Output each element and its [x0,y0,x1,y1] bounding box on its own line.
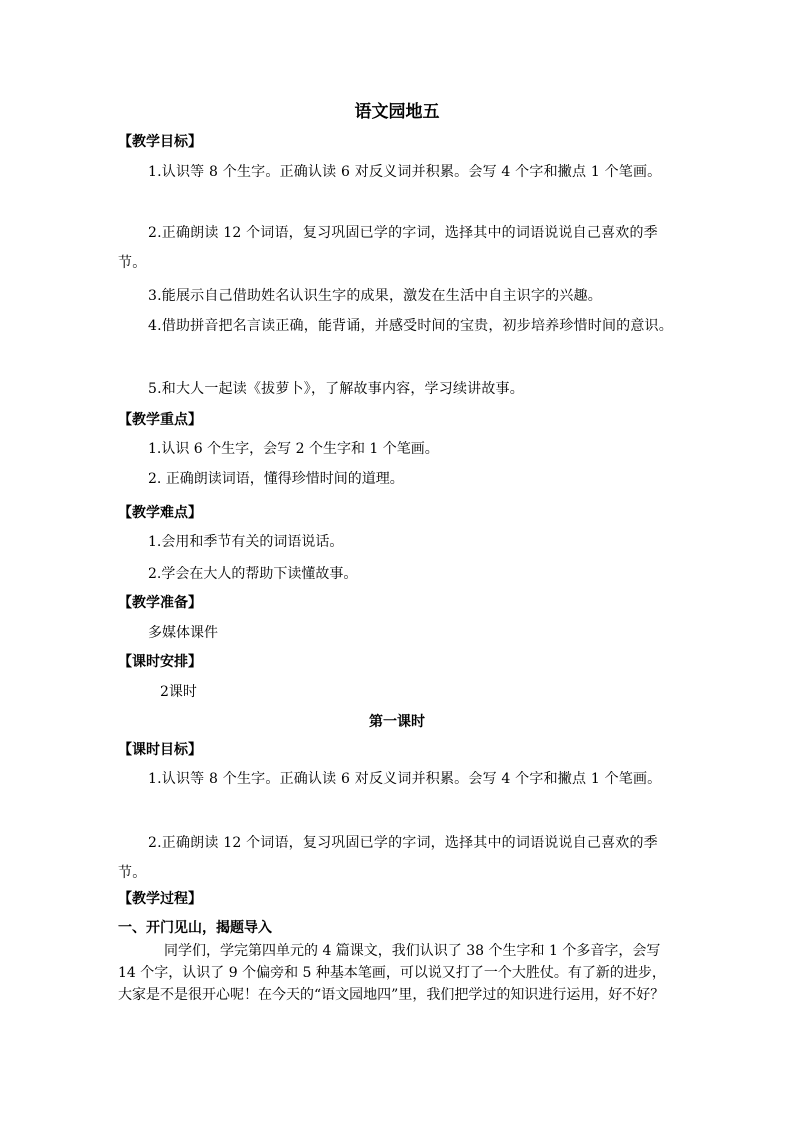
key-points-heading: 【教学重点】 [118,412,202,428]
goal-item-5: 5.和大人一起读《拔萝卜》，了解故事内容，学习续讲故事。 [148,381,524,397]
document-title: 语文园地五 [354,102,440,122]
difficult-point-2: 2.学会在大人的帮助下读懂故事。 [148,566,358,582]
step-1-paragraph: 同学们，学完第四单元的 4 篇课文，我们认识了 38 个生字和 1 个多音字，会写 14 个字，认识了 9 个偏旁和 5 种基本笔画，可以说又打了一个大胜仗。有了新的进步，大家是不是很开心呢！在今天的“语文园地四”里，我们把学过的知识进行运用，好不好？ [118,943,666,1003]
difficult-points-heading: 【教学难点】 [118,505,202,521]
lesson-goals-heading: 【课时目标】 [118,742,202,758]
lesson-title: 第一课时 [369,714,425,730]
lesson-goal-item-1: 1.认识等 8 个生字。正确认读 6 对反义词并积累。会写 4 个字和撇点 1 个笔画。 [148,771,662,787]
key-point-1: 1.认识 6 个生字，会写 2 个生字和 1 个笔画。 [148,441,439,457]
goal-item-1: 1.认识等 8 个生字。正确认读 6 对反义词并积累。会写 4 个字和撇点 1 个笔画。 [148,164,662,180]
goals-heading: 【教学目标】 [118,134,202,150]
goal-item-4: 4.借助拼音把名言读正确，能背诵，并感受时间的宝贵，初步培养珍惜时间的意识。 [148,318,673,334]
goal-item-2: 2.正确朗读 12 个词语，复习巩固已学的字词，选择其中的词语说说自己喜欢的季节。 [118,225,658,271]
difficult-point-1: 1.会用和季节有关的词语说话。 [148,534,344,550]
key-point-2: 2. 正确朗读词语，懂得珍惜时间的道理。 [148,471,404,487]
preparation-text: 多媒体课件 [148,625,218,641]
goal-item-3: 3.能展示自己借助姓名认识生字的成果，激发在生活中自主识字的兴趣。 [148,288,602,304]
lesson-goal-item-2: 2.正确朗读 12 个词语，复习巩固已学的字词，选择其中的词语说说自己喜欢的季节。 [118,835,658,881]
schedule-text: 2课时 [160,684,197,700]
schedule-heading: 【课时安排】 [118,654,202,670]
step-1-heading: 一、开门见山，揭题导入 [118,920,272,936]
preparation-heading: 【教学准备】 [118,595,202,611]
process-heading: 【教学过程】 [118,891,202,907]
